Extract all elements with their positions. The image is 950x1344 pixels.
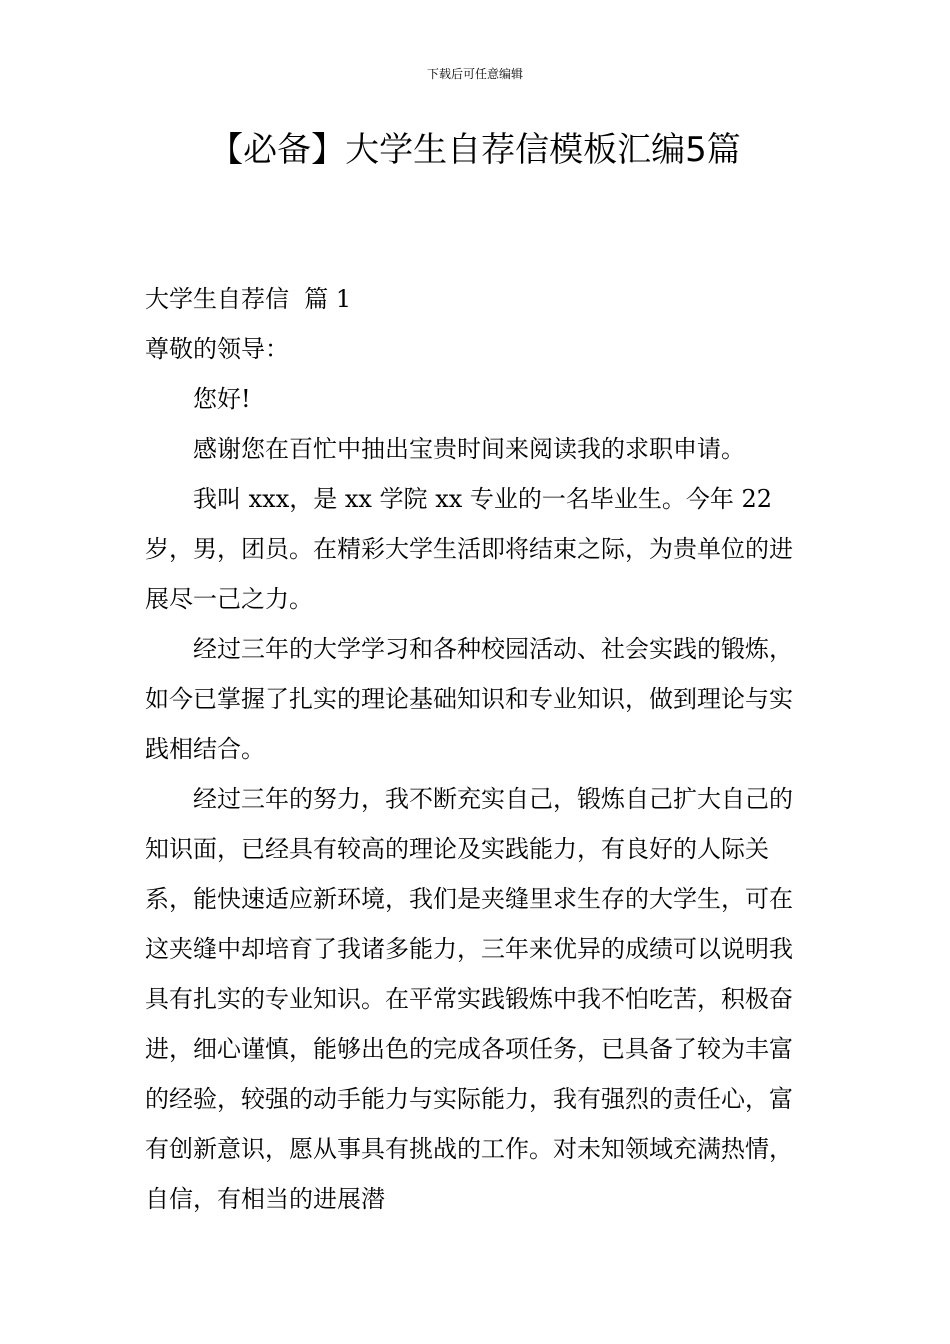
paragraph-abilities: 经过三年的努力，我不断充实自己，锻炼自己扩大自己的知识面，已经具有较高的理论及实践能力，有良好的人际关系，能快速适应新环境，我们是夹缝里求生存的大学生，可在这夹缝中却培育了我诸多能力，三年来优异的成绩可以说明我具有扎实的专业知识。在平常实践锻炼中我不怕吃苦，积极奋进，细心谨慎，能够出色的完成各项任务，已具备了较为丰富的经验，较强的动手能力与实际能力，我有强烈的责任心，富有创新意识，愿从事具有挑战的工作。对未知领域充满热情，自信，有相当的进展潜 — [145, 785, 793, 1213]
document-body — [145, 274, 807, 1224]
paragraph-greeting: 您好! — [193, 385, 251, 413]
paragraph-thanks: 感谢您在百忙中抽出宝贵时间来阅读我的求职申请。 — [193, 435, 745, 463]
salutation: 尊敬的领导： — [145, 335, 289, 363]
paragraph-intro: 我叫 xxx，是 xx 学院 xx 专业的一名毕业生。今年 22 岁，男，团员。在精彩大学生活即将结束之际，为贵单位的进展尽一己之力。 — [145, 485, 793, 613]
header-note: 下载后可任意编辑 — [426, 67, 523, 81]
paragraph-study: 经过三年的大学学习和各种校园活动、社会实践的锻炼，如今已掌握了扎实的理论基础知识和专业知识，做到理论与实践相结合。 — [145, 635, 793, 763]
document-title: 【必备】大学生自荐信模板汇编5篇 — [209, 130, 741, 170]
section-heading: 大学生自荐信 篇 1 — [145, 285, 352, 313]
